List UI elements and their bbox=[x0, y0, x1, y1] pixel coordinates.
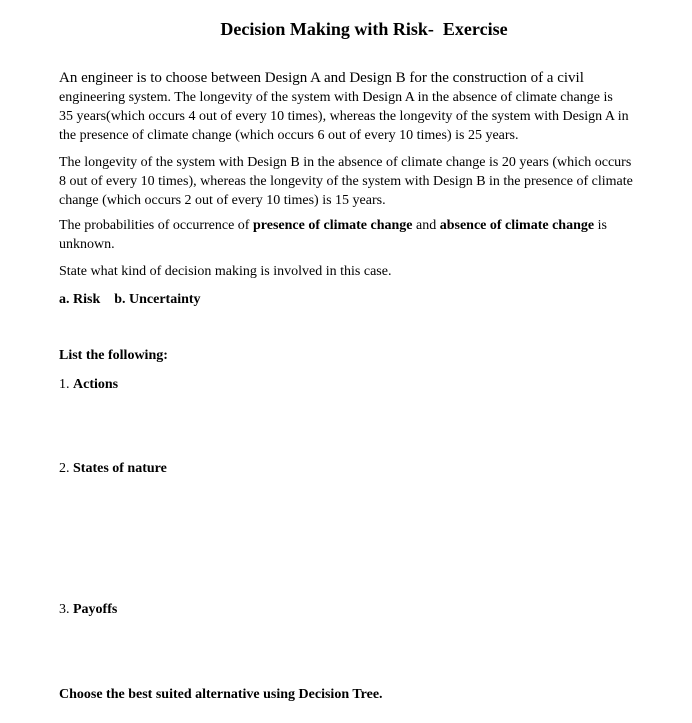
paragraph-line: change (which occurs 2 out of every 10 times) is 15 years. bbox=[59, 193, 386, 208]
paragraph-line bbox=[59, 216, 659, 235]
list-item-payoffs bbox=[59, 600, 117, 619]
list-item-label: Actions bbox=[73, 377, 119, 392]
problem-paragraph-design-a bbox=[59, 69, 659, 145]
problem-paragraph-design-b bbox=[59, 153, 659, 210]
paragraph-line: unknown. bbox=[59, 237, 115, 252]
list-item-number: 1. bbox=[59, 377, 73, 392]
text-segment: is bbox=[594, 218, 607, 233]
bold-term-presence: presence of climate change bbox=[252, 218, 413, 233]
final-instruction: Choose the best suited alternative using Decision Tree. bbox=[59, 687, 383, 702]
bold-term-absence: absence of climate change bbox=[439, 218, 595, 233]
list-item-states-of-nature bbox=[59, 459, 167, 478]
text-segment: The probabilities of occurrence of bbox=[59, 218, 253, 233]
list-item-label: Payoffs bbox=[73, 602, 118, 617]
list-item-actions bbox=[59, 375, 118, 394]
paragraph-line: 8 out of every 10 times), whereas the longevity of the system with Design B in the presence of climate bbox=[59, 174, 633, 189]
paragraph-line: An engineer is to choose between Design A and Design B for the construction of a civil bbox=[59, 70, 584, 86]
probabilities-paragraph bbox=[59, 216, 659, 254]
text-segment: and bbox=[412, 218, 440, 233]
paragraph-line: The longevity of the system with Design B in the absence of climate change is 20 years (which occurs bbox=[59, 155, 632, 170]
paragraph-line: the presence of climate change (which occurs 6 out of every 10 times) is 25 years. bbox=[59, 128, 519, 143]
list-item-label: States of nature bbox=[73, 461, 167, 476]
question-text: State what kind of decision making is involved in this case. bbox=[59, 264, 392, 279]
list-item-number: 2. bbox=[59, 461, 73, 476]
paragraph-line: engineering system. The longevity of the system with Design A in the absence of climate change is bbox=[59, 90, 613, 105]
answer-options: a. Risk b. Uncertainty bbox=[59, 292, 201, 307]
document-title: Decision Making with Risk- Exercise bbox=[220, 19, 508, 39]
paragraph-line: 35 years(which occurs 4 out of every 10 times), whereas the longevity of the system with Design A in bbox=[59, 109, 629, 124]
list-item-number: 3. bbox=[59, 602, 73, 617]
list-heading: List the following: bbox=[59, 348, 168, 363]
